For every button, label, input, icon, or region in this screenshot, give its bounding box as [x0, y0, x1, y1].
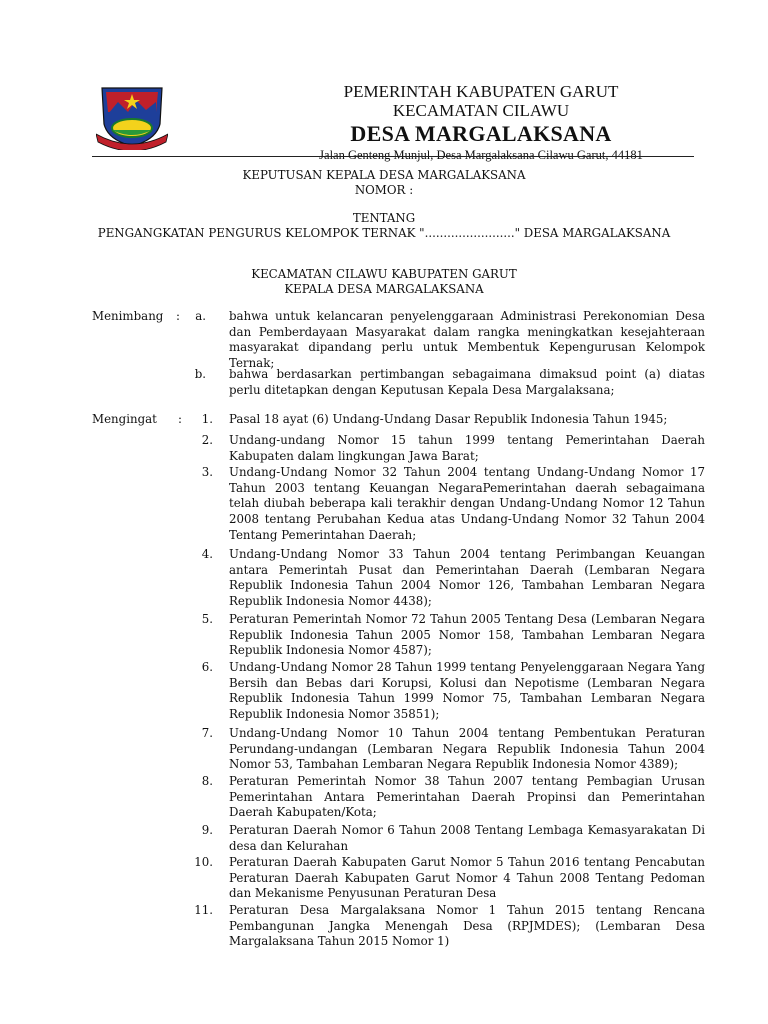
- decree-subject: PENGANGKATAN PENGURUS KELOMPOK TERNAK "........................" DESA MARGALAKSANA: [97, 226, 671, 240]
- item-marker: 9.: [201, 823, 213, 837]
- item-marker: 4.: [201, 547, 213, 561]
- decree-authority-region: KECAMATAN CILAWU KABUPATEN GARUT: [251, 267, 517, 281]
- item-text: Undang-Undang Nomor 28 Tahun 1999 tentang Penyelenggaraan Negara Yang Bersih dan Bebas dari Korupsi, Kolusi dan Nepotisme (Lembaran Negara Republik Indonesia Tahun 1999 Nomor 75, Tambahan Lembaran Negara Republik Indonesia Nomor 35851);: [229, 660, 705, 722]
- item-text: Undang-undang Nomor 15 tahun 1999 tentang Pemerintahan Daerah Kabupaten dalam lingkungan Jawa Barat;: [229, 433, 705, 463]
- item-marker: 11.: [194, 903, 213, 917]
- district-name: KECAMATAN CILAWU: [392, 101, 570, 120]
- item-text: bahwa berdasarkan pertimbangan sebagaimana dimaksud point (a) diatas perlu ditetapkan dengan Keputusan Kepala Desa Margalaksana;: [229, 367, 705, 397]
- item-text: Peraturan Daerah Kabupaten Garut Nomor 5 Tahun 2016 tentang Pencabutan Peraturan Daerah Kabupaten Garut Nomor 4 Tahun 2008 Tentang Pedoman dan Mekanisme Penyusunan Peraturan Desa: [229, 855, 705, 901]
- item-marker: b.: [194, 367, 206, 381]
- item-marker: 8.: [201, 774, 213, 788]
- mengingat-colon: :: [178, 412, 182, 426]
- item-marker: 10.: [194, 855, 213, 869]
- item-text: Undang-Undang Nomor 33 Tahun 2004 tentang Perimbangan Keuangan antara Pemerintah Pusat dan Pemerintahan Daerah (Lembaran Negara Republik Indonesia Tahun 2004 Nomor 126, Tambahan Lembaran Negara Republik Indonesia Nomor 4438);: [229, 547, 705, 609]
- letterhead: [236, 82, 726, 163]
- item-text: bahwa untuk kelancaran penyelenggaraan Administrasi Perekonomian Desa dan Pemberdayaan Masyarakat dalam rangka meningkatkan kesejahteraan masyarakat dipandang perlu untuk Membentuk Kepengurusan Kelompok Ternak;: [229, 309, 705, 371]
- item-text: Peraturan Pemerintah Nomor 72 Tahun 2005 Tentang Desa (Lembaran Negara Republik Indonesia Tahun 2005 Nomor 158, Tambahan Lembaran Negara Republik Indonesia Nomor 4587);: [229, 612, 705, 658]
- government-name: PEMERINTAH KABUPATEN GARUT: [343, 82, 619, 101]
- item-marker: 6.: [201, 660, 213, 674]
- item-marker: 7.: [201, 726, 213, 740]
- item-text: Undang-Undang Nomor 32 Tahun 2004 tentang Undang-Undang Nomor 17 Tahun 2003 tentang Keuangan NegaraPemerintahan daerah sebagaimana telah diubah beberapa kali terakhir dengan Undang-Undang Nomor 12 Tahun 2008 tentang Perubahan Kedua atas Undang-Undang Nomor 32 Tahun 2004 Tentang Pemerintahan Daerah;: [229, 465, 705, 542]
- mengingat-label: Mengingat: [92, 412, 157, 426]
- village-name: DESA MARGALAKSANA: [350, 121, 612, 146]
- item-marker: 2.: [201, 433, 213, 447]
- decree-title: KEPUTUSAN KEPALA DESA MARGALAKSANA: [242, 168, 526, 182]
- item-text: Peraturan Pemerintah Nomor 38 Tahun 2007 tentang Pembagian Urusan Pemerintahan Antara Pemerintahan Daerah Propinsi dan Pemerintahan Daerah Kabupaten/Kota;: [229, 774, 705, 820]
- garut-regency-emblem-icon: [96, 84, 168, 150]
- item-marker: 3.: [201, 465, 213, 479]
- item-marker: 1.: [201, 412, 213, 426]
- decree-number: NOMOR :: [354, 183, 414, 197]
- item-marker: 5.: [201, 612, 213, 626]
- menimbang-label: Menimbang: [92, 309, 164, 323]
- item-text: Pasal 18 ayat (6) Undang-Undang Dasar Republik Indonesia Tahun 1945;: [229, 412, 668, 426]
- menimbang-colon: :: [176, 309, 180, 323]
- item-text: Peraturan Desa Margalaksana Nomor 1 Tahun 2015 tentang Rencana Pembangunan Jangka Menengah Desa (RPJMDES); (Lembaran Desa Margalaksana Tahun 2015 Nomor 1): [229, 903, 705, 949]
- item-text: Undang-Undang Nomor 10 Tahun 2004 tentang Pembentukan Peraturan Perundang-undangan (Lembaran Negara Republik Indonesia Tahun 2004 Nomor 53, Tambahan Lembaran Negara Republik Indonesia Nomor 4389);: [229, 726, 705, 772]
- item-marker: a.: [195, 309, 206, 323]
- office-address: Jalan Genteng Munjul, Desa Margalaksana Cilawu Garut, 44181: [319, 148, 643, 162]
- decree-tentang: TENTANG: [352, 211, 416, 225]
- item-text: Peraturan Daerah Nomor 6 Tahun 2008 Tentang Lembaga Kemasyarakatan Di desa dan Kelurahan: [229, 823, 705, 853]
- letterhead-divider: [92, 156, 694, 157]
- decree-authority-title: KEPALA DESA MARGALAKSANA: [284, 282, 484, 296]
